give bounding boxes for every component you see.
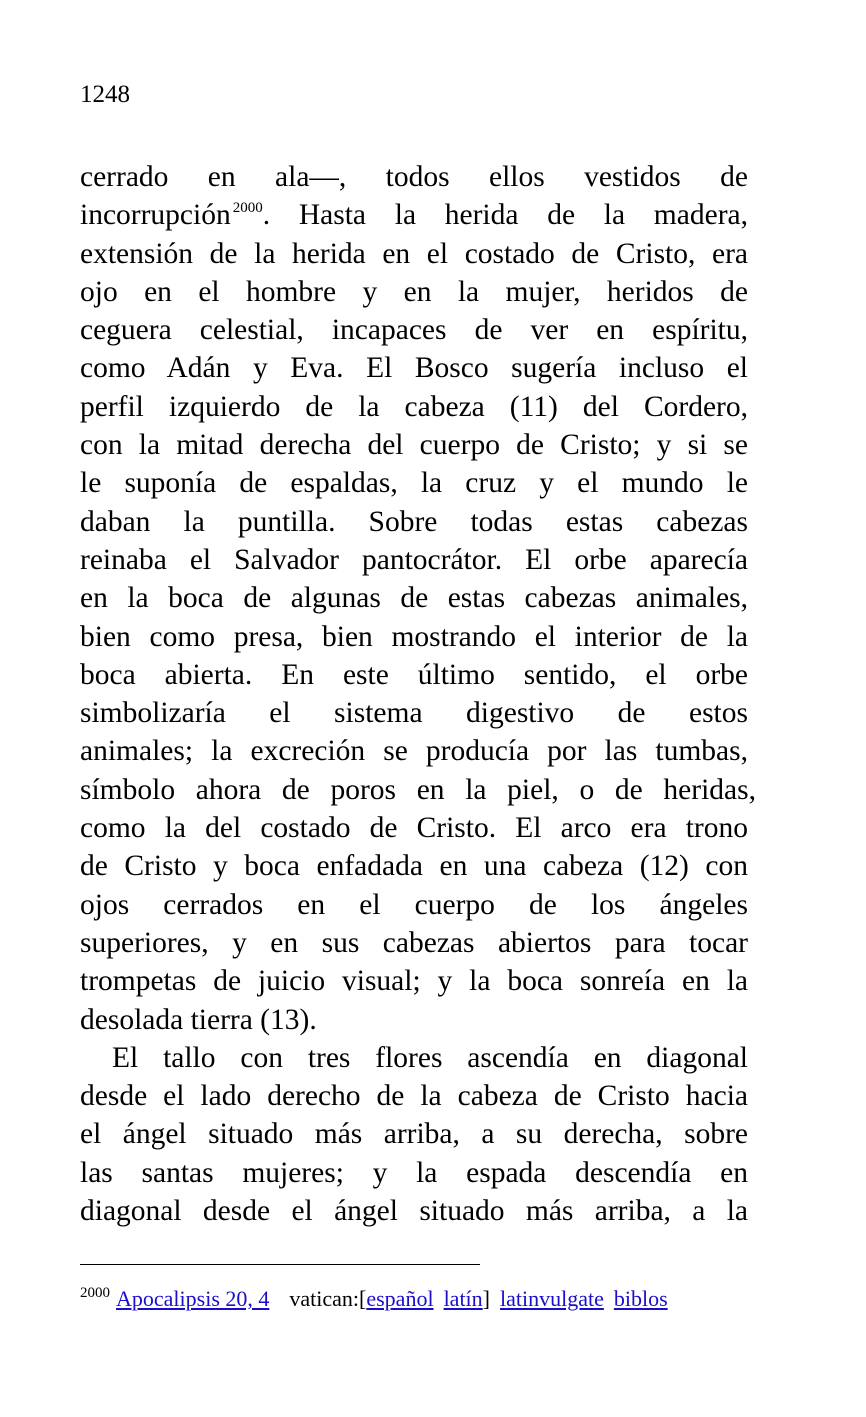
biblos-link[interactable]: biblos bbox=[613, 1286, 668, 1311]
text-line: perfil izquierdo de la cabeza (11) del Cordero, bbox=[80, 390, 748, 423]
text-line: boca abierta. En este último sentido, el orbe bbox=[80, 658, 748, 691]
espanol-link[interactable]: español bbox=[366, 1286, 434, 1311]
latinvulgate-link[interactable]: latinvulgate bbox=[500, 1286, 604, 1311]
text-line: reinaba el Salvador pantocrátor. El orbe aparecía bbox=[80, 543, 748, 576]
text-line: extensión de la herida en el costado de Cristo, era bbox=[80, 237, 748, 270]
latin-link[interactable]: latín bbox=[443, 1286, 483, 1311]
text-line-paragraph-start: desde el lado derecho de la cabeza de Cristo hacia bbox=[80, 1080, 748, 1113]
text-line: de Cristo y boca enfadada en una cabeza (12) con bbox=[80, 850, 748, 883]
close-bracket: ] bbox=[482, 1286, 490, 1311]
text-line: trompetas de juicio visual; y la boca sonreía en la bbox=[80, 965, 748, 998]
text-line: superiores, y en sus cabezas abiertos para tocar bbox=[80, 926, 748, 959]
footnote-reference[interactable]: 2000 bbox=[232, 200, 263, 217]
text-line: ojo en el hombre y en la mujer, heridos de bbox=[80, 275, 748, 308]
footnote-divider bbox=[80, 1264, 480, 1265]
text-line: ceguera celestial, incapaces de ver en espíritu, bbox=[80, 314, 748, 347]
text-line: desolada tierra (13). bbox=[80, 1003, 317, 1036]
text-line: animales; la excreción se producía por las tumbas, bbox=[80, 735, 748, 768]
page-number: 1248 bbox=[80, 81, 130, 108]
text-fragment: incorrupción bbox=[80, 199, 231, 232]
text-line: las santas mujeres; y la espada descendía en bbox=[80, 1156, 748, 1189]
text-line: bien como presa, bien mostrando el interior de la bbox=[80, 620, 748, 653]
text-line: diagonal desde el ángel situado más arriba, a la bbox=[80, 1195, 748, 1228]
text-line-with-footnote bbox=[80, 196, 748, 234]
text-line: daban la puntilla. Sobre todas estas cabezas bbox=[80, 505, 748, 538]
text-line: el ángel situado más arriba, a su derecha, sobre bbox=[80, 1118, 748, 1151]
vatican-label: vatican:[ bbox=[289, 1286, 367, 1311]
text-line: le suponía de espaldas, la cruz y el mundo le bbox=[80, 467, 748, 500]
footnote bbox=[80, 1278, 760, 1314]
footnote-number: 2000 bbox=[80, 1285, 110, 1301]
text-line: como la del costado de Cristo. El arco era trono bbox=[80, 812, 748, 845]
text-line: cerrado en ala—, todos ellos vestidos de bbox=[80, 161, 748, 193]
text-line: ojos cerrados en el cuerpo de los ángeles bbox=[80, 888, 748, 921]
text-line: con la mitad derecha del cuerpo de Cristo; y si se bbox=[80, 429, 748, 462]
text-fragment: . Hasta la herida de la madera, bbox=[262, 199, 748, 232]
text-line: como Adán y Eva. El Bosco sugería incluso el bbox=[80, 352, 748, 385]
text-line: simbolizaría el sistema digestivo de estos bbox=[80, 697, 748, 730]
text-line: El tallo con tres flores ascendía en diagonal bbox=[112, 1041, 748, 1074]
text-line: en la boca de algunas de estas cabezas animales, bbox=[80, 582, 748, 615]
apocalipsis-link[interactable]: Apocalipsis 20, 4 bbox=[116, 1286, 270, 1311]
body-text bbox=[80, 158, 756, 1230]
text-line: símbolo ahora de poros en la piel, o de heridas, bbox=[80, 773, 756, 806]
